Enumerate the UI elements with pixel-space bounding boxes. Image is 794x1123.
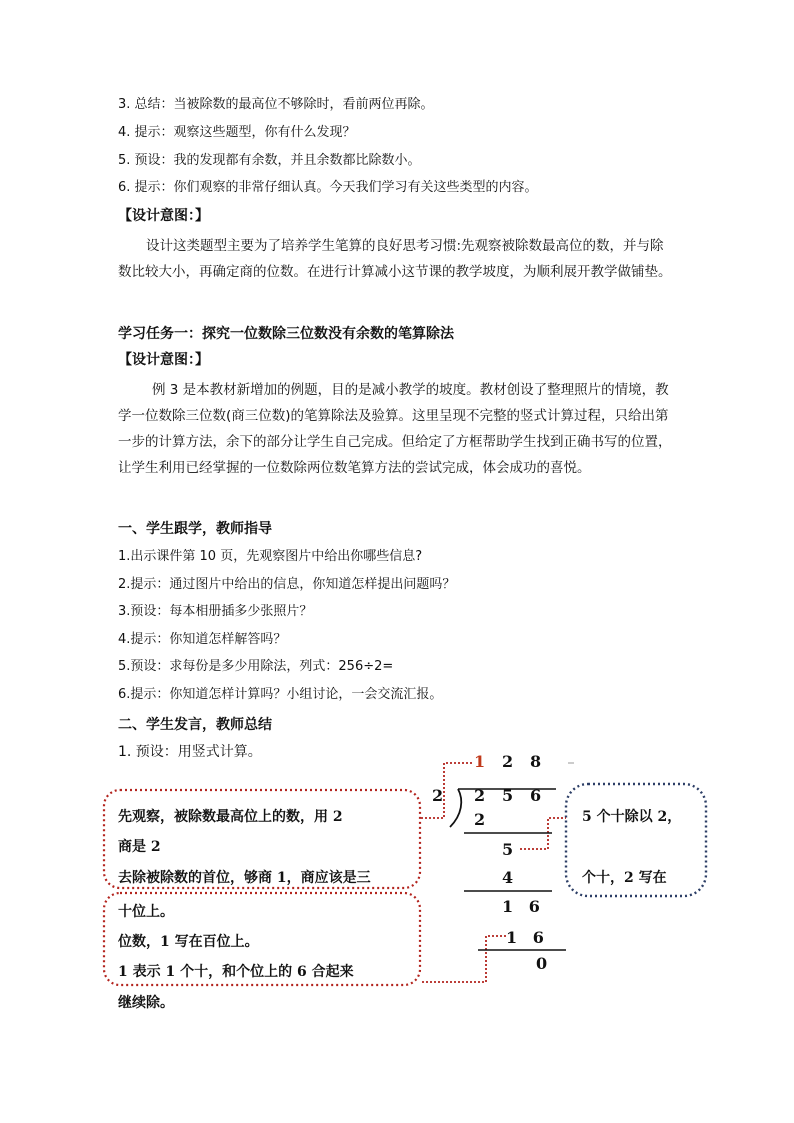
design-intent-paragraph-2: 例 3 是本教材新增加的例题，目的是减小教学的坡度。教材创设了整理照片的情境，教学一位数除三位数(商三位数)的笔算除法及验算。这里呈现不完整的竖式计算过程，只给出第一步的计算方法，余下的部分让学生自己完成。但给定了方框帮助学生找到正确书写的位置，让学生利用已经掌握的一位数除两位数笔算方法的尝试完成，体会成功的喜悦。 [118,382,672,476]
section1-item-5: 5.预设：求每份是多少用除法，列式：256÷2= [118,659,394,674]
section2-item-1: 1. 预设：用竖式计算。 [118,744,262,760]
task-heading: 学习任务一：探究一位数除三位数没有余数的笔算除法 [118,326,454,342]
connector-five [520,818,566,849]
step-4: 4. 提示：观察这些题型，你有什么发现？ [118,125,356,140]
design-intent-label-2: 【设计意图：】 [118,352,209,368]
left-box-1-line-1: 先观察，被除数最高位上的数，用 2 [118,809,343,825]
step-product-4: 4 [502,868,514,887]
left-box-2-line-3: 1 表示 1 个十，和个位上的 6 合起来 [118,964,354,980]
section1-item-2: 2.提示：通过图片中给出的信息，你知道怎样提出问题吗？ [118,577,456,592]
left-box-2-line-1: 十位上。 [118,904,174,920]
section1-heading: 一、学生跟学，教师指导 [118,521,272,537]
section1-item-6: 6.提示：你知道怎样计算吗？小组讨论，一会交流汇报。 [118,687,443,702]
step-product-1: 2 [474,810,486,829]
step-final-remainder: 0 [536,954,548,973]
section2-heading: 二、学生发言，教师总结 [118,717,272,733]
section1-item-3: 3.预设：每本相册插多少张照片？ [118,604,313,619]
step-5: 5. 预设：我的发现都有余数，并且余数都比除数小。 [118,153,421,168]
quotient-digit-hundreds: 1 [474,752,486,771]
right-box-line-1: 5 个十除以 2， [582,809,682,825]
step-product-16: 1 6 [506,928,544,947]
connector-quotient-1 [420,763,472,818]
dividend-digit-3: 6 [530,786,542,805]
divisor: 2 [432,786,444,805]
step-3: 3. 总结：当被除数的最高位不够除时，看前两位再除。 [118,97,434,112]
section1-item-4: 4.提示：你知道怎样解答吗？ [118,632,287,647]
quotient-digit-ones: 8 [530,752,542,771]
dividend-digit-2: 5 [502,786,514,805]
step-remainder-5: 5 [502,840,514,859]
left-box-2-line-4: 继续除。 [118,995,174,1011]
dividend-digit-1: 2 [474,786,486,805]
step-remainder-16: 1 6 [502,897,540,916]
section1-item-1: 1.出示课件第 10 页，先观察图片中给出你哪些信息? [118,549,423,564]
design-intent-label: 【设计意图：】 [118,208,209,224]
left-box-1-line-3: 去除被除数的首位，够商 1，商应该是三 [118,870,371,886]
design-intent-paragraph-1: 设计这类题型主要为了培养学生笔算的良好思考习惯:先观察被除数最高位的数，并与除数比较大小，再确定商的位数。在进行计算减小这节课的教学坡度，为顺利展开教学做铺垫。 [118,238,672,280]
left-box-1-line-2: 商是 2 [118,839,161,855]
step-6: 6. 提示：你们观察的非常仔细认真。今天我们学习有关这些类型的内容。 [118,180,538,195]
quotient-digit-tens: 2 [502,752,514,771]
connector-sixteen [420,936,506,982]
division-bracket [450,789,461,827]
right-box-line-2: 个十，2 写在 [582,870,667,886]
left-box-2-line-2: 位数，1 写在百位上。 [118,934,259,950]
